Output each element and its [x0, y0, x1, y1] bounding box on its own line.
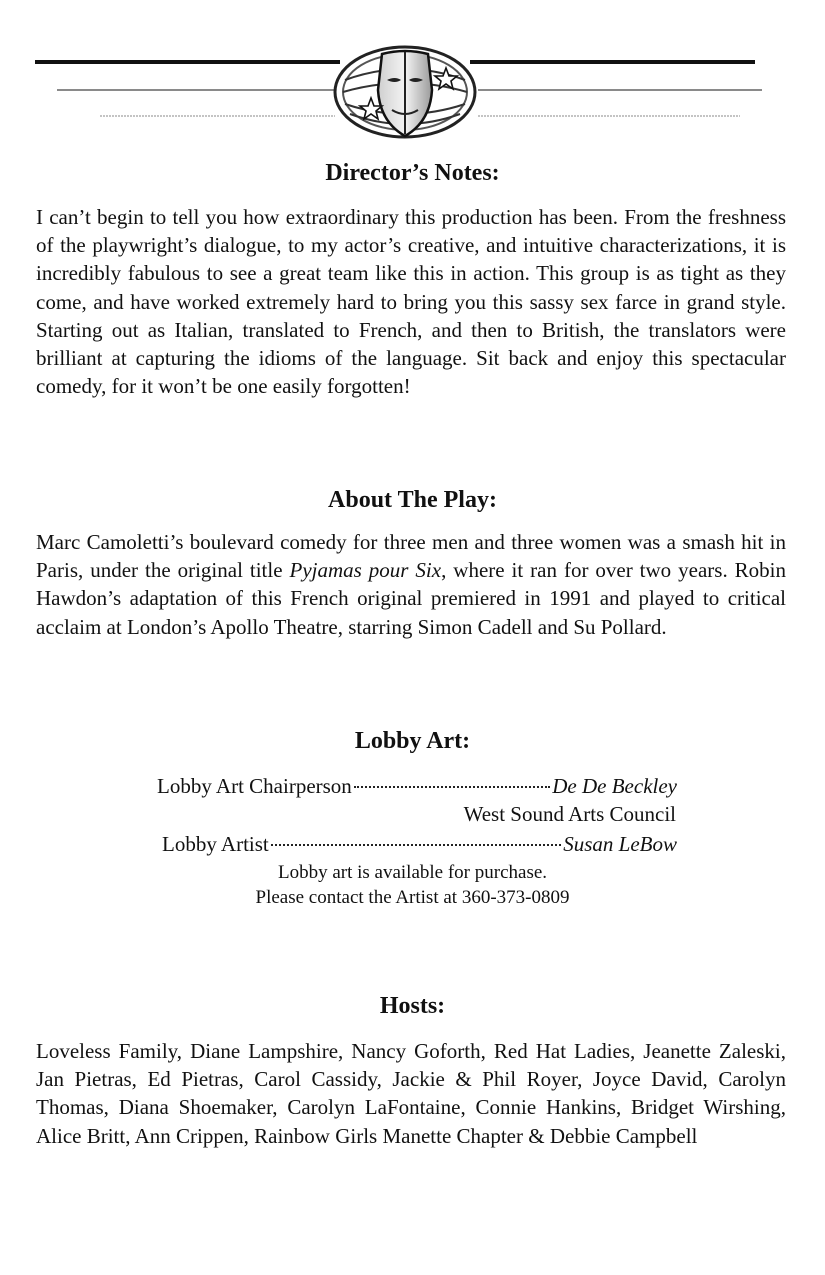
about-body-after: , where it ran for over two years. Robin Hawdon’s adaptation of this French original premiered in 1991 and played to critical acclaim at London’s Apollo Theatre, starring Simon Cadell and Su Pollard. — [36, 558, 786, 639]
lobby-art-note-purchase: Lobby art is available for purchase. — [277, 862, 548, 883]
directors-notes-body: I can’t begin to tell you how extraordinary this production has been. From the freshness of the playwright’s dialogue, to my actor’s creative, and intuitive characterizations, it is incredibly fabulous to see a great team like this in action. This group is as tight as they come, and have worked extremely hard to bring you this sassy sex farce in grand style. Starting out as Italian, translated to French, and then to British, the translators were brilliant at capturing the idioms of the language. Sit back and enjoy this spectacular comedy, for it won’t be one easily forgotten! — [36, 205, 786, 399]
chair-organization: West Sound Arts Council — [463, 802, 676, 826]
lobby-art-heading: Lobby Art: — [354, 728, 471, 754]
lobby-art-note-contact: Please contact the Artist at 360-373-0809 — [255, 887, 570, 908]
lobby-artist-line — [162, 830, 677, 858]
lobby-art-chair-line — [157, 772, 677, 800]
artist-role: Lobby Artist — [162, 832, 269, 856]
theatre-mask-star-emblem-icon — [0, 40, 825, 150]
hosts-heading: Hosts: — [379, 993, 446, 1019]
chair-name: De De Beckley — [552, 774, 677, 798]
about-body-before: Marc Camoletti’s boulevard comedy for three men and three women was a smash hit in Paris, under the original title — [36, 530, 786, 583]
dot-leader — [354, 786, 550, 788]
directors-notes-heading: Director’s Notes: — [325, 160, 500, 186]
header-ornament — [0, 40, 825, 150]
hosts-body: Loveless Family, Diane Lampshire, Nancy Goforth, Red Hat Ladies, Jeanette Zaleski, Jan Pietras, Ed Pietras, Carol Cassidy, Jackie & Phil Royer, Joyce David, Carolyn Thomas, Diana Shoemaker, Carolyn LaFontaine, Connie Hankins, Bridget Wirshing, Alice Britt, Ann Crippen, Rainbow Girls Manette Chapter & Debbie Campbell — [36, 1039, 786, 1148]
chair-role: Lobby Art Chairperson — [157, 774, 352, 798]
about-the-play-heading: About The Play: — [328, 487, 497, 513]
about-the-play-body — [36, 528, 786, 641]
play-original-title: Pyjamas pour Six — [289, 558, 442, 583]
artist-name: Susan LeBow — [563, 832, 677, 856]
dot-leader — [271, 844, 561, 846]
